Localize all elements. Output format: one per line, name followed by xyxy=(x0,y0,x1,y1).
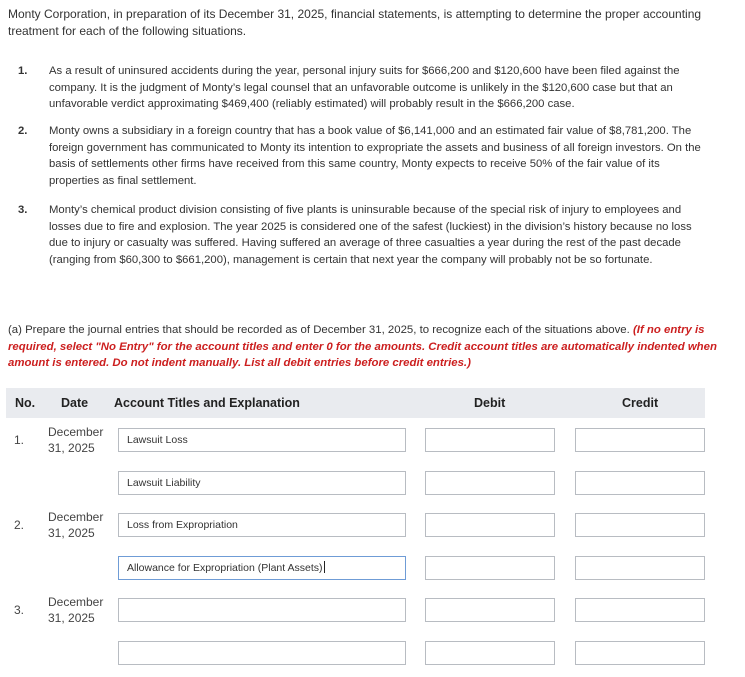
header-date: Date xyxy=(61,396,89,410)
situation-number: 2. xyxy=(18,125,28,137)
entry-date: December 31, 2025 xyxy=(48,510,104,540)
debit-input[interactable] xyxy=(425,556,555,580)
debit-input[interactable] xyxy=(425,471,555,495)
part-a-instruction: (If no entry is required, select "No Entry" for the account titles and enter 0 for the amounts. Credit account titles are automatically indented when amount is entered. Do not indent manually. List all debit entries before credit entries.) xyxy=(8,324,717,369)
situation-number: 3. xyxy=(18,204,28,216)
debit-input[interactable] xyxy=(425,598,555,622)
header-no: No. xyxy=(15,396,36,410)
problem-intro: Monty Corporation, in preparation of its December 31, 2025, financial statements, is attempting to determine the proper accounting treatment for each of the following situations. xyxy=(8,7,702,38)
account-title-input-focused[interactable]: Allowance for Expropriation (Plant Assets) xyxy=(118,556,406,580)
credit-input[interactable] xyxy=(575,428,705,452)
journal-table-header xyxy=(6,388,705,418)
credit-input[interactable] xyxy=(575,513,705,537)
credit-input[interactable] xyxy=(575,598,705,622)
header-debit: Debit xyxy=(474,396,506,410)
entry-number: 2. xyxy=(14,518,25,532)
situation-text: Monty’s chemical product division consisting of five plants is uninsurable because of the special risk of injury to employees and losses due to fire and explosion. The year 2025 is considered one of the safest (luckiest) in the division’s history because no loss due to injury or casualty was suffered. Having suffered an average of three casualties a year during the rest of the past decade (ranging from $60,300 to $661,200), management is certain that next year the company will probably not be so fortunate. xyxy=(49,204,692,266)
debit-input[interactable] xyxy=(425,428,555,452)
account-title-input[interactable] xyxy=(118,641,406,665)
entry-date: December 31, 2025 xyxy=(48,425,104,455)
credit-input[interactable] xyxy=(575,471,705,495)
entry-date: December 31, 2025 xyxy=(48,595,104,625)
account-title-input[interactable]: Lawsuit Loss xyxy=(118,428,406,452)
header-account: Account Titles and Explanation xyxy=(114,396,300,410)
part-a-question xyxy=(8,322,738,372)
header-credit: Credit xyxy=(622,396,659,410)
debit-input[interactable] xyxy=(425,513,555,537)
credit-input[interactable] xyxy=(575,556,705,580)
text-caret xyxy=(324,561,325,573)
entry-number: 1. xyxy=(14,433,25,447)
entry-number: 3. xyxy=(14,603,25,617)
credit-input[interactable] xyxy=(575,641,705,665)
account-title-input[interactable]: Lawsuit Liability xyxy=(118,471,406,495)
part-a-lead: (a) Prepare the journal entries that should be recorded as of December 31, 2025, to recognize each of the situations above. xyxy=(8,324,630,336)
account-title-input[interactable]: Loss from Expropriation xyxy=(118,513,406,537)
debit-input[interactable] xyxy=(425,641,555,665)
situation-number: 1. xyxy=(18,65,28,77)
situation-text: As a result of uninsured accidents during the year, personal injury suits for $666,200 and $120,600 have been filed against the company. It is the judgment of Monty’s legal counsel that an unfavorable outcome is unlikely in the $120,600 case but that an unfavorable verdict approximating $469,400 (reliably estimated) will probably result in the $666,200 case. xyxy=(49,65,680,110)
situation-text: Monty owns a subsidiary in a foreign country that has a book value of $6,141,000 and an estimated fair value of $8,781,200. The foreign government has communicated to Monty its intention to expropriate the assets and business of all foreign investors. On the basis of settlements other firms have received from this same country, Monty expects to receive 50% of the fair value of its properties as final settlement. xyxy=(49,125,701,187)
account-title-input[interactable] xyxy=(118,598,406,622)
